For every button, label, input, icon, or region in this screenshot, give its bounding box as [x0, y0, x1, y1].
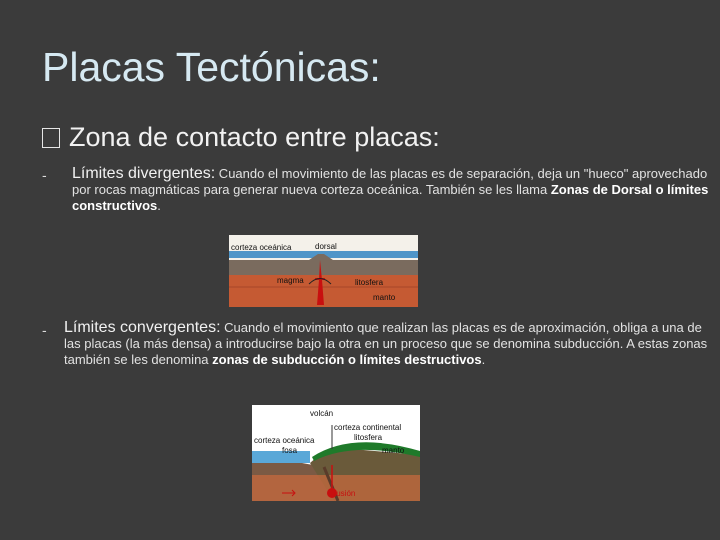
convergent-text-2: .	[481, 352, 486, 367]
label-corteza-oceanica-convergent: corteza oceánica	[254, 436, 315, 445]
convergent-diagram	[252, 405, 420, 501]
label-manto: manto	[373, 293, 396, 302]
label-fusion: fusión	[334, 489, 356, 498]
bullet-heading	[42, 122, 440, 153]
convergent-bold: zonas de subducción o límites destructivos	[212, 352, 482, 367]
label-manto-convergent: manto	[382, 446, 405, 455]
divergent-lead: Límites divergentes:	[72, 165, 216, 182]
label-dorsal: dorsal	[315, 242, 337, 251]
label-volcan: volcán	[310, 409, 334, 418]
divergent-dash: -	[42, 167, 47, 183]
slide-title: Placas Tectónicas:	[42, 44, 381, 90]
convergent-lead: Límites convergentes:	[64, 319, 221, 336]
convergent-dash: -	[42, 322, 47, 338]
convergent-text-1: Cuando el movimiento que realizan las placas es de aproximación, obliga a una de las placas (la más densa) a introducirse bajo la otra en un proceso que se denomina subducción. A estas zonas también se les denomina	[64, 320, 708, 367]
label-magma: magma	[277, 276, 304, 285]
divergent-text-1: Cuando el movimiento de las placas es de separación, deja un "hueco" aprovechado por rocas magmáticas para generar nueva corteza oceánica. También se les llama	[72, 166, 708, 197]
label-corteza-continental: corteza continental	[334, 423, 402, 432]
divergent-paragraph	[72, 166, 712, 214]
divergent-diagram	[229, 235, 418, 307]
divergent-text-2: .	[157, 198, 161, 213]
label-litosfera-convergent: litosfera	[354, 433, 383, 442]
bullet-heading-text: Zona de contacto entre placas:	[69, 122, 440, 152]
label-fosa: fosa	[282, 446, 298, 455]
label-corteza-oceanica: corteza oceánica	[231, 243, 292, 252]
convergent-paragraph	[64, 320, 714, 368]
divergent-bold: Zonas de Dorsal o límites constructivos	[72, 182, 709, 213]
bullet-box-icon	[42, 128, 60, 148]
label-litosfera: litosfera	[355, 278, 384, 287]
